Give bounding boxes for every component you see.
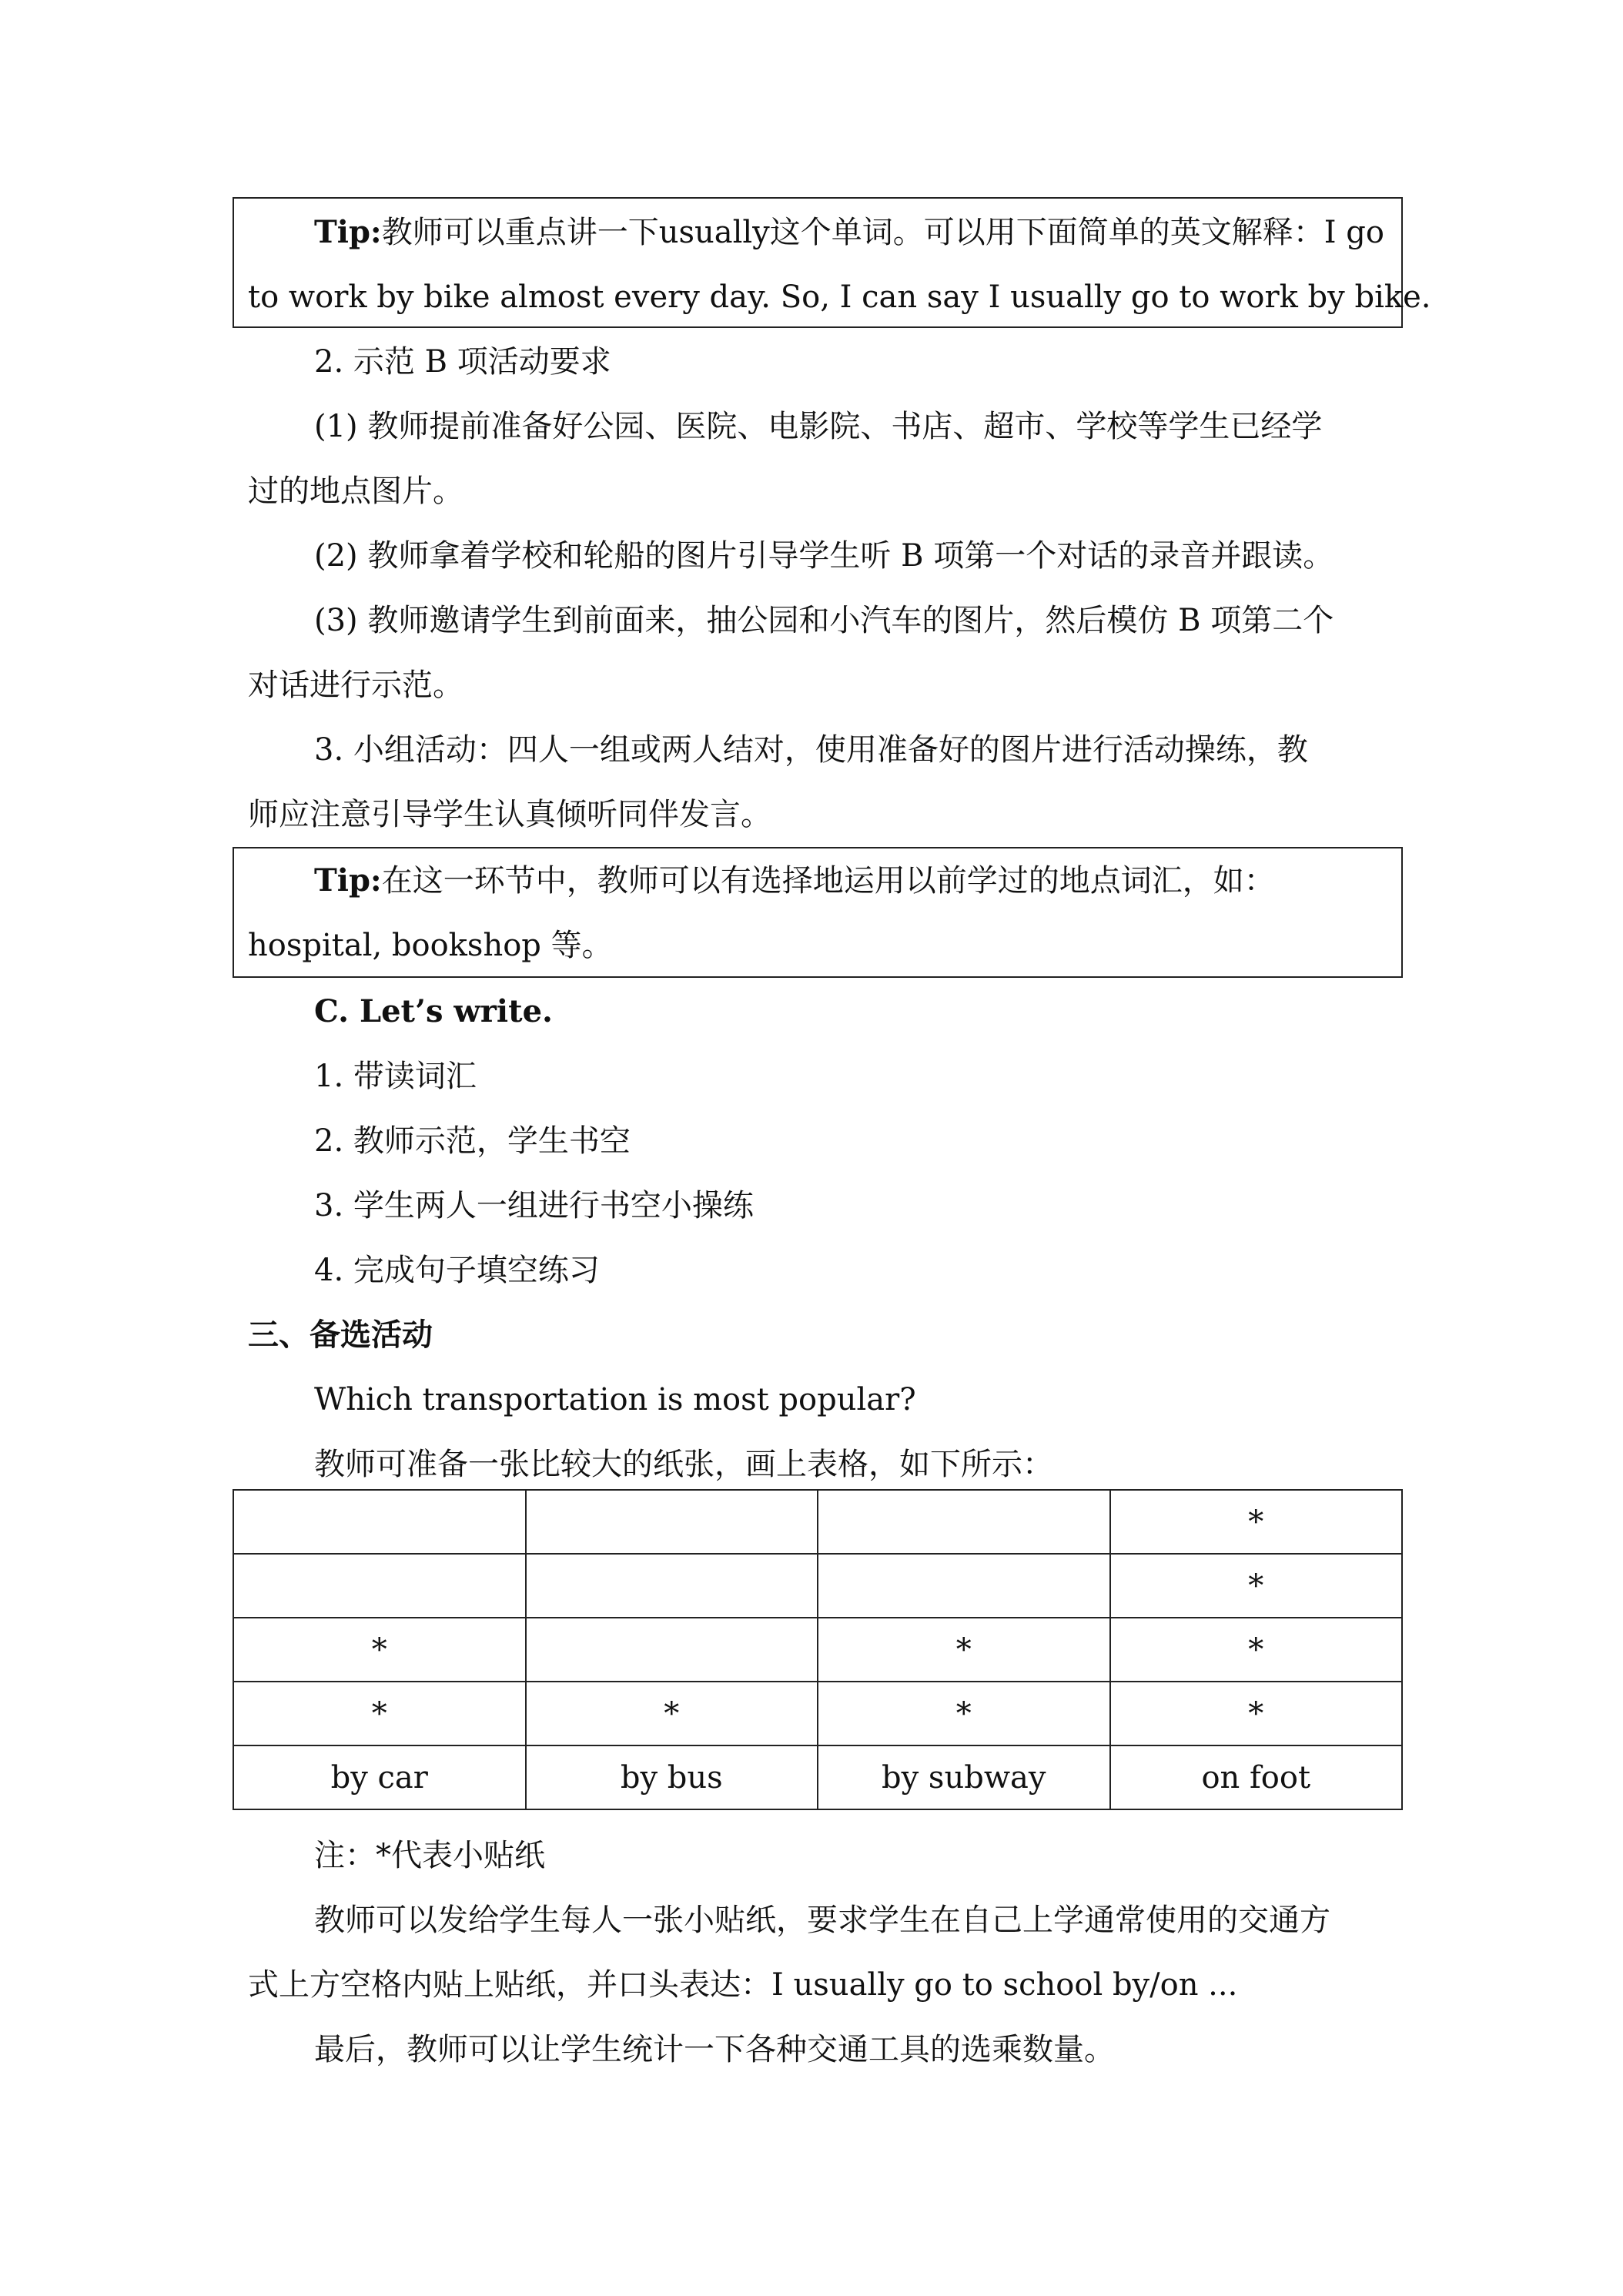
table-row: [233, 1490, 1402, 1554]
table-row: [233, 1554, 1402, 1618]
table-label-row: [233, 1745, 1402, 1809]
table-cell: [233, 1490, 526, 1554]
step2-title: 2. 示范 B 项活动要求: [314, 344, 611, 380]
step2-item3-line2: 对话进行示范。: [248, 668, 463, 703]
step2-item1-line1: (1) 教师提前准备好公园、医院、电影院、书店、超市、学校等学生已经学: [314, 409, 1323, 444]
tip-label: Tip:: [314, 862, 382, 899]
step3-line1: 3. 小组活动：四人一组或两人结对，使用准备好的图片进行活动操练，教: [314, 732, 1308, 768]
notes-para2: 最后，教师可以让学生统计一下各种交通工具的选乘数量。: [314, 2032, 1115, 2067]
table-cell: *: [526, 1682, 818, 1745]
table-cell: [818, 1554, 1110, 1618]
table-cell: [818, 1490, 1110, 1554]
table-row: [233, 1618, 1402, 1682]
tip1-line1: Tip:教师可以重点讲一下usually这个单词。可以用下面简单的英文解释：I go: [314, 214, 1384, 250]
table-cell: *: [1110, 1554, 1403, 1618]
label-on-foot: on foot: [1110, 1745, 1403, 1809]
table-cell: *: [1110, 1682, 1403, 1745]
tip1-line2: to work by bike almost every day. So, I can say I usually go to work by bike.: [248, 279, 1431, 315]
table-cell: [526, 1618, 818, 1682]
notes-para1-line2: 式上方空格内贴上贴纸，并口头表达：I usually go to school by/on ...: [248, 1967, 1238, 2003]
tip-label: Tip:: [314, 214, 382, 250]
transportation-table: [233, 1489, 1403, 1810]
table-cell: *: [818, 1682, 1110, 1745]
sticker-note: 注：*代表小贴纸: [314, 1838, 545, 1873]
table-cell: *: [1110, 1618, 1403, 1682]
section-3-intro: 教师可准备一张比较大的纸张，画上表格，如下所示：: [314, 1447, 1053, 1482]
table-cell: [526, 1490, 818, 1554]
notes-para1-line1: 教师可以发给学生每人一张小贴纸，要求学生在自己上学通常使用的交通方: [314, 1903, 1330, 1938]
section-c-title: C. Let’s write.: [314, 993, 553, 1029]
section-3-question: Which transportation is most popular?: [314, 1382, 916, 1417]
label-by-car: by car: [233, 1745, 526, 1809]
step2-item3-line1: (3) 教师邀请学生到前面来，抽公园和小汽车的图片，然后模仿 B 项第二个: [314, 603, 1334, 638]
tip2-line2: hospital, bookshop 等。: [248, 928, 613, 963]
table-cell: [233, 1554, 526, 1618]
table-cell: *: [233, 1618, 526, 1682]
step2-item1-line2: 过的地点图片。: [248, 474, 463, 509]
tip2-line1: Tip:在这一环节中，教师可以有选择地运用以前学过的地点词汇，如：: [314, 862, 1275, 899]
section-c-item-2: 2. 教师示范，学生书空: [314, 1123, 631, 1159]
section-c-item-1: 1. 带读词汇: [314, 1059, 477, 1094]
step3-line2: 师应注意引导学生认真倾听同伴发言。: [248, 797, 771, 832]
label-by-bus: by bus: [526, 1745, 818, 1809]
section-c-item-4: 4. 完成句子填空练习: [314, 1253, 600, 1288]
table-cell: *: [818, 1618, 1110, 1682]
table-cell: [526, 1554, 818, 1618]
table-cell: *: [1110, 1490, 1403, 1554]
table-cell: *: [233, 1682, 526, 1745]
step2-item2: (2) 教师拿着学校和轮船的图片引导学生听 B 项第一个对话的录音并跟读。: [314, 538, 1334, 574]
section-3-title: 三、备选活动: [248, 1317, 433, 1353]
table-row: [233, 1682, 1402, 1745]
section-c-item-3: 3. 学生两人一组进行书空小操练: [314, 1188, 754, 1223]
label-by-subway: by subway: [818, 1745, 1110, 1809]
